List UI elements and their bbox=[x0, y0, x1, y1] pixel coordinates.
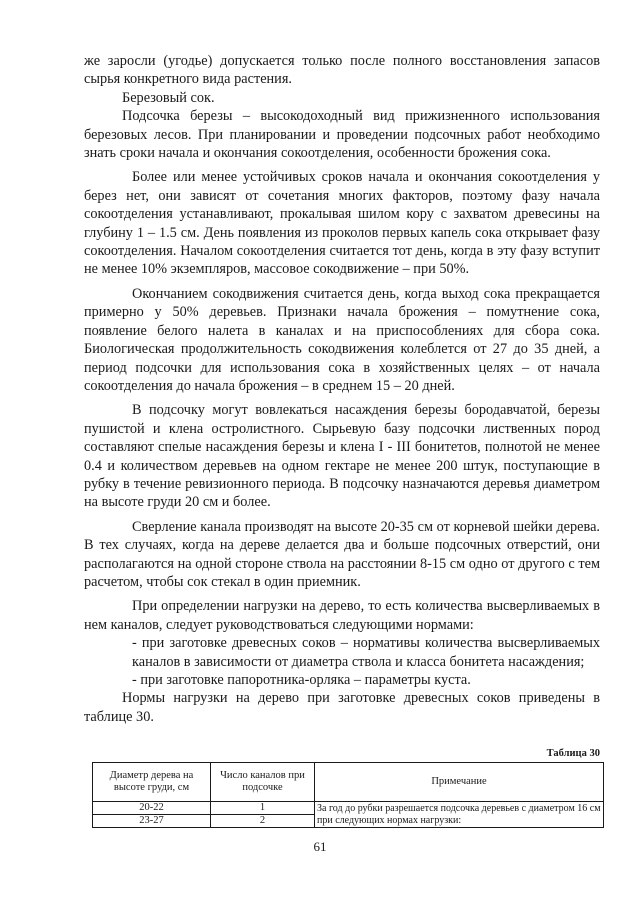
page-number: 61 bbox=[313, 839, 327, 854]
page-body bbox=[84, 52, 600, 726]
header-diameter: Диаметр дерева на высоте груди, см bbox=[93, 763, 211, 802]
header-channels: Число каналов при подсочке bbox=[211, 763, 315, 802]
table-row bbox=[93, 802, 604, 815]
norms-table bbox=[92, 762, 604, 828]
paragraph-6: Сверление канала производят на высоте 20-35 см от корневой шейки дерева. В тех случаях, когда на дереве делается два и больше подсочных отверстий, они располагаются на одной стороне ствола на расстоянии 8-15 см одно от другого с тем расчетом, чтобы сок стекал в один приемник. bbox=[84, 518, 600, 590]
header-note: Примечание bbox=[315, 763, 604, 802]
list-item-2: - при заготовке папоротника-орляка – параметры куста. bbox=[132, 672, 471, 688]
list-item-1: - при заготовке древесных соков – нормативы количества высверливаемых каналов в зависимости от диаметра ствола и класса бонитета насаждения; bbox=[132, 635, 600, 670]
paragraph-4: Окончанием сокодвижения считается день, когда выход сока прекращается примерно у 50% деревьев. Признаки начала брожения – помутнение сока, появление белого налета в каналах и на приспособлениях для сбора сока. Биологическая продолжительность сокодвижения колеблется от 27 до 35 дней, а период подсочки для использования сока в хозяйственных целях – от начала сокоотделения до начала брожения – в среднем 15 – 20 дней. bbox=[84, 285, 600, 394]
cell-channels: 2 bbox=[211, 815, 315, 828]
cell-diameter: 23-27 bbox=[93, 815, 211, 828]
paragraph-7: При определении нагрузки на дерево, то есть количества высверливаемых в нем каналов, следует руководствоваться следующими нормами: bbox=[84, 598, 600, 633]
table-caption: Таблица 30 bbox=[546, 748, 600, 759]
paragraph-8: Нормы нагрузки на дерево при заготовке древесных соков приведены в таблице 30. bbox=[84, 690, 600, 725]
section-heading: Березовый сок. bbox=[122, 89, 215, 106]
paragraph-3: Более или менее устойчивых сроков начала и окончания сокоотделения у берез нет, они зависят от сочетания многих факторов, поэтому фазу начала сокоотделения устанавливают, прокалывая шилом кору с захватом древесины на глубину 1 – 1.5 см. День появления из проколов первых капель сока открывает фазу сокоотделения. Началом сокоотделения считается тот день, когда в эту фазу вступит не менее 10% экземпляров, массовое сокодвижение – при 50%. bbox=[84, 169, 600, 278]
cell-channels: 1 bbox=[211, 802, 315, 815]
paragraph-1: же заросли (угодье) допускается только после полного восстановления запасов сырья конкретного вида растения. bbox=[84, 53, 600, 88]
paragraph-5: В подсочку могут вовлекаться насаждения березы бородавчатой, березы пушистой и клена остролистного. Сырьевую базу подсочки лиственных пород составляют спелые насаждения березы и клена I - III бонитетов, полнотой не менее 0.4 и количеством деревьев на одном гектаре не менее 200 штук, поступающие в рубку в течение ревизионного периода. В подсочку назначаются деревья диаметром на высоте груди 20 см и более. bbox=[84, 402, 600, 511]
table-header-row bbox=[93, 763, 604, 802]
cell-note: За год до рубки разрешается подсочка деревьев с диаметром 16 см при следующих нормах нагрузки: bbox=[315, 802, 604, 828]
paragraph-2: Подсочка березы – высокодоходный вид прижизненного использования березовых лесов. При планировании и проведении подсочных работ необходимо знать сроки начала и окончания сокоотделения, особенности брожения сока. bbox=[84, 108, 600, 162]
cell-diameter: 20-22 bbox=[93, 802, 211, 815]
